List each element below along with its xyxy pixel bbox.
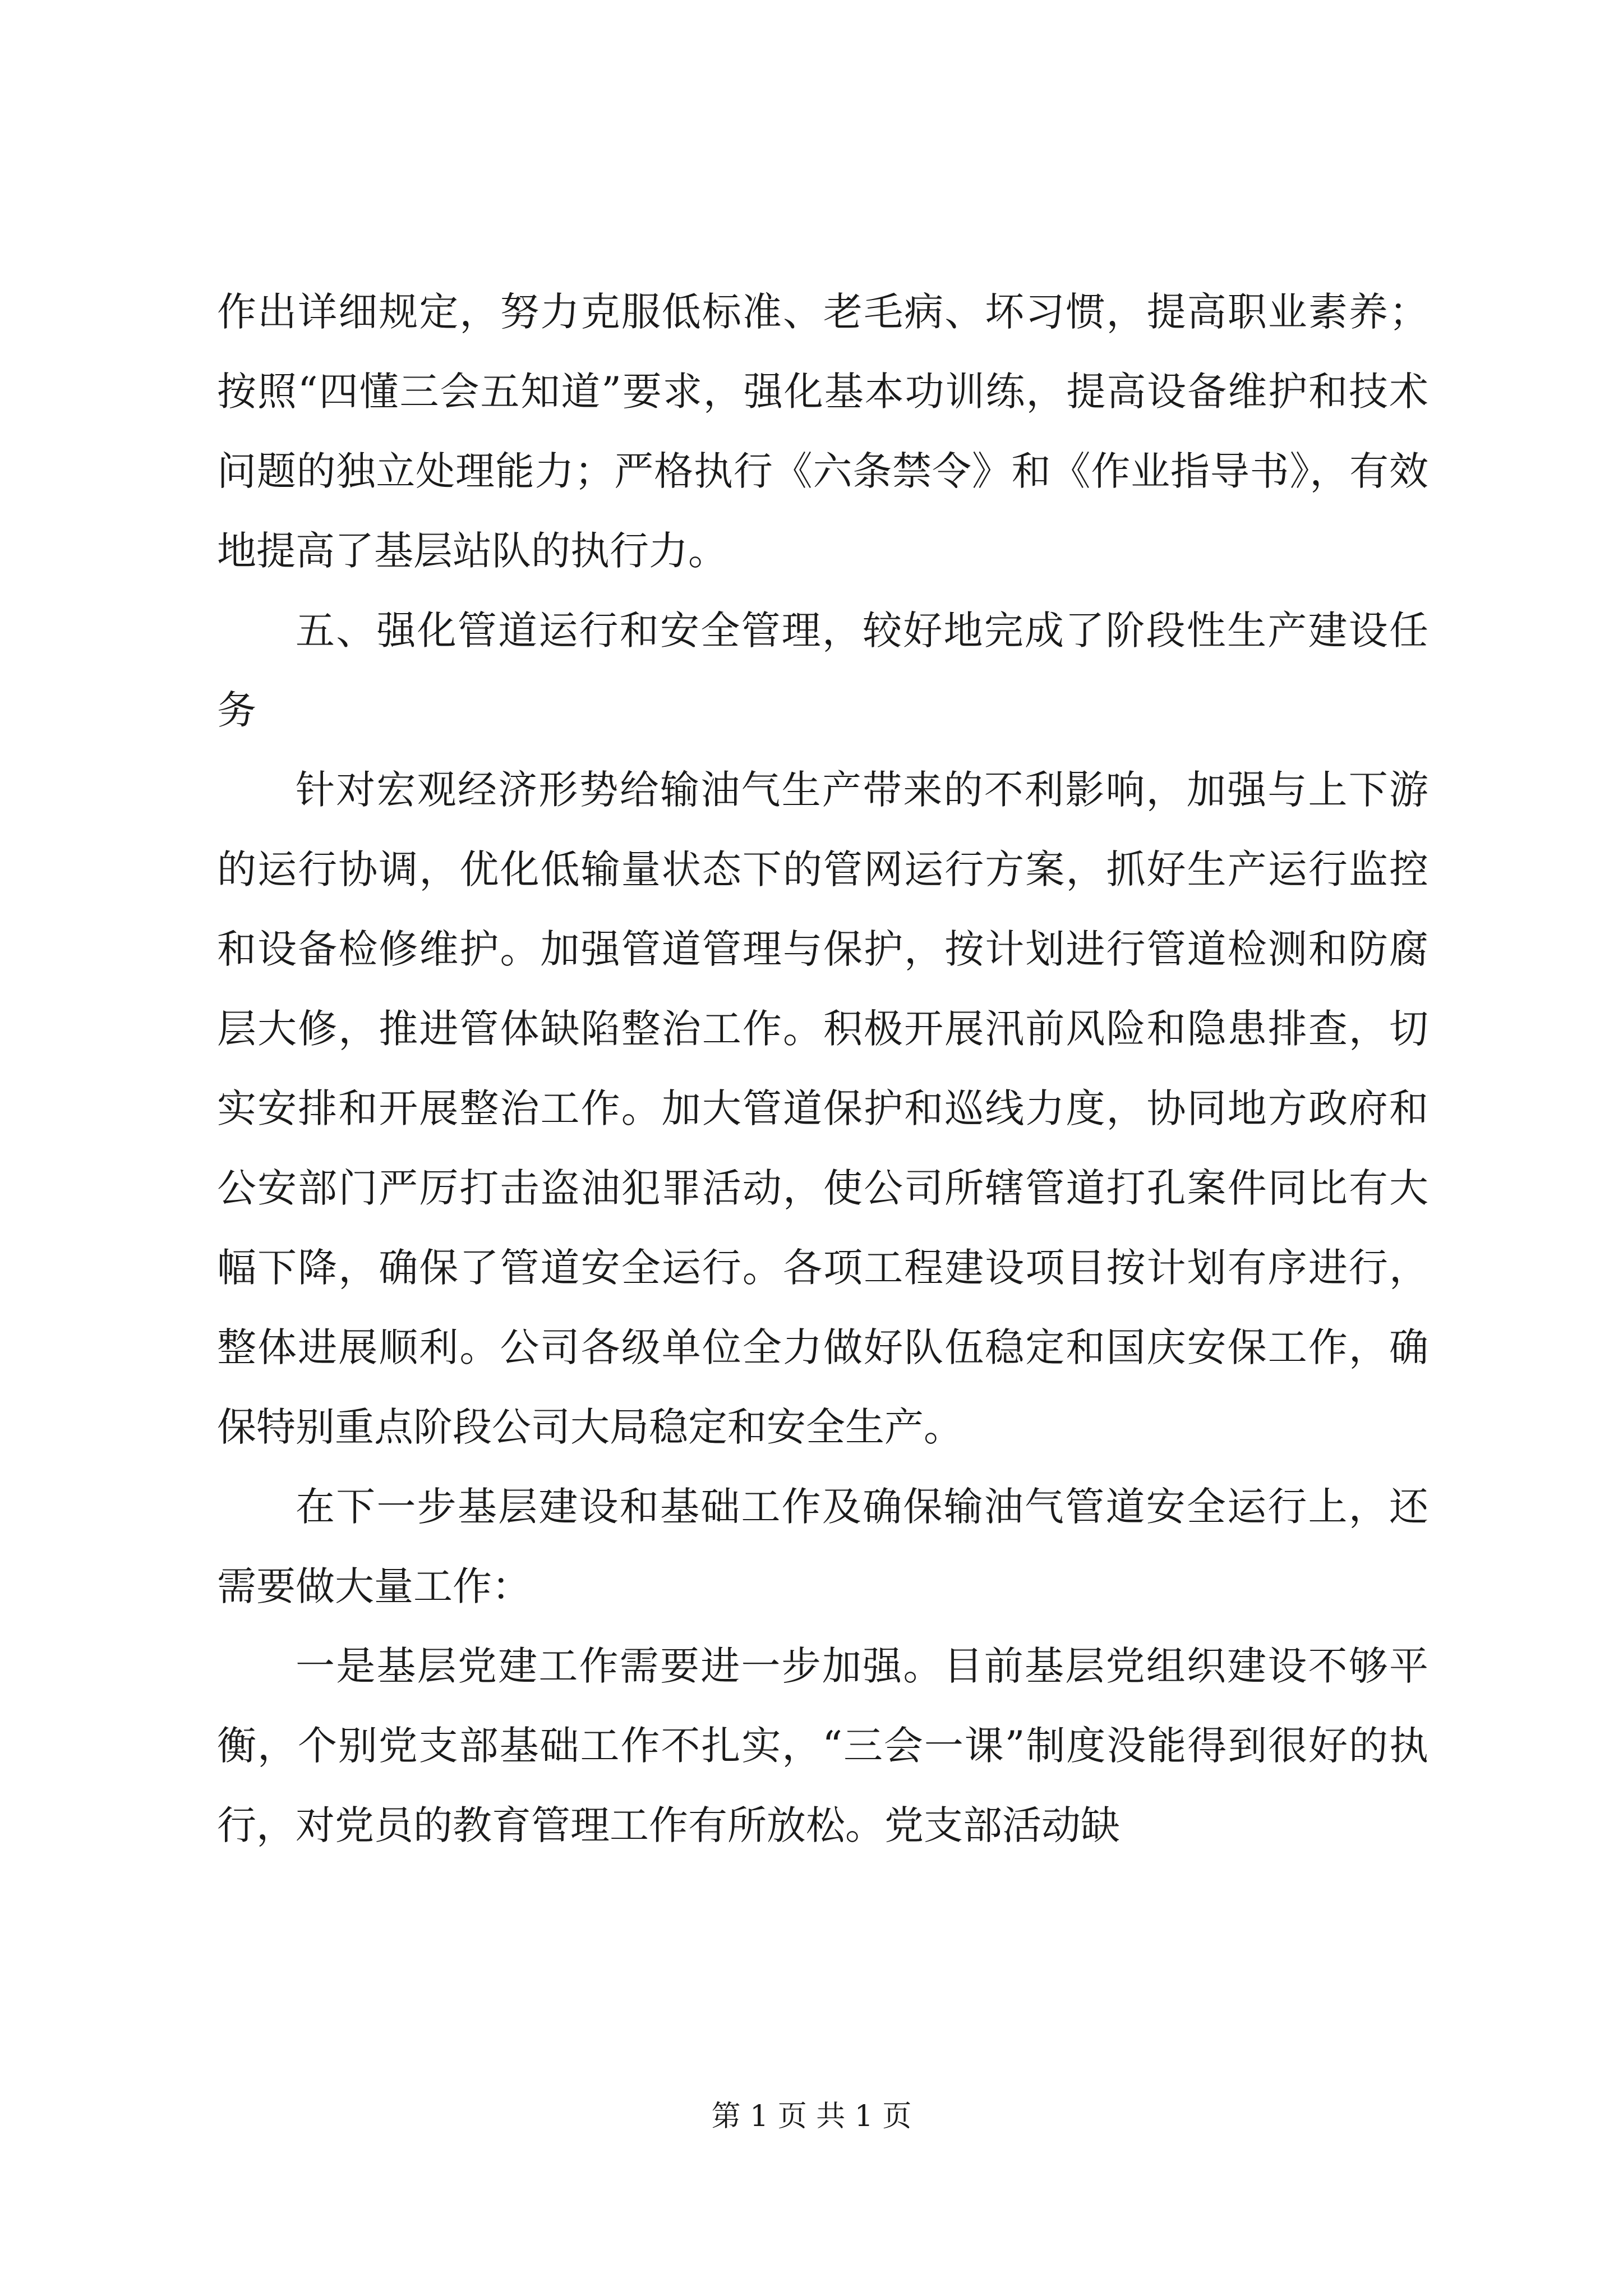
section-heading-5: 五、强化管道运行和安全管理，较好地完成了阶段性生产建设任务	[217, 608, 1428, 733]
paragraph-5: 一是基层党建工作需要进一步加强。目前基层党组织建设不够平衡，个别党支部基础工作不扎实，“三会一课”制度没能得到很好的执行，对党员的教育管理工作有所放松。党支部活动缺	[217, 1643, 1428, 1848]
paragraph-4: 在下一步基层建设和基础工作及确保输油气管道安全运行上，还需要做大量工作：	[217, 1484, 1428, 1609]
paragraph-3: 针对宏观经济形势给输油气生产带来的不利影响，加强与上下游的运行协调，优化低输量状态下的管网运行方案，抓好生产运行监控和设备检修维护。加强管道管理与保护，按计划进行管道检测和防腐层大修，推进管体缺陷整治工作。积极开展汛前风险和隐患排查，切实安排和开展整治工作。加大管道保护和巡线力度，协同地方政府和公安部门严厉打击盗油犯罪活动，使公司所辖管道打孔案件同比有大幅下降，确保了管道安全运行。各项工程建设项目按计划有序进行，整体进展顺利。公司各级单位全力做好队伍稳定和国庆安保工作，确保特别重点阶段公司大局稳定和安全生产。	[217, 767, 1428, 1450]
document-body	[217, 272, 1428, 1865]
paragraph-1: 作出详细规定，努力克服低标准、老毛病、坏习惯，提高职业素养；按照“四懂三会五知道”要求，强化基本功训练，提高设备维护和技术问题的独立处理能力；严格执行《六条禁令》和《作业指导书》，有效地提高了基层站队的执行力。	[217, 289, 1428, 574]
page-footer: 第 1 页 共 1 页	[711, 2100, 912, 2133]
